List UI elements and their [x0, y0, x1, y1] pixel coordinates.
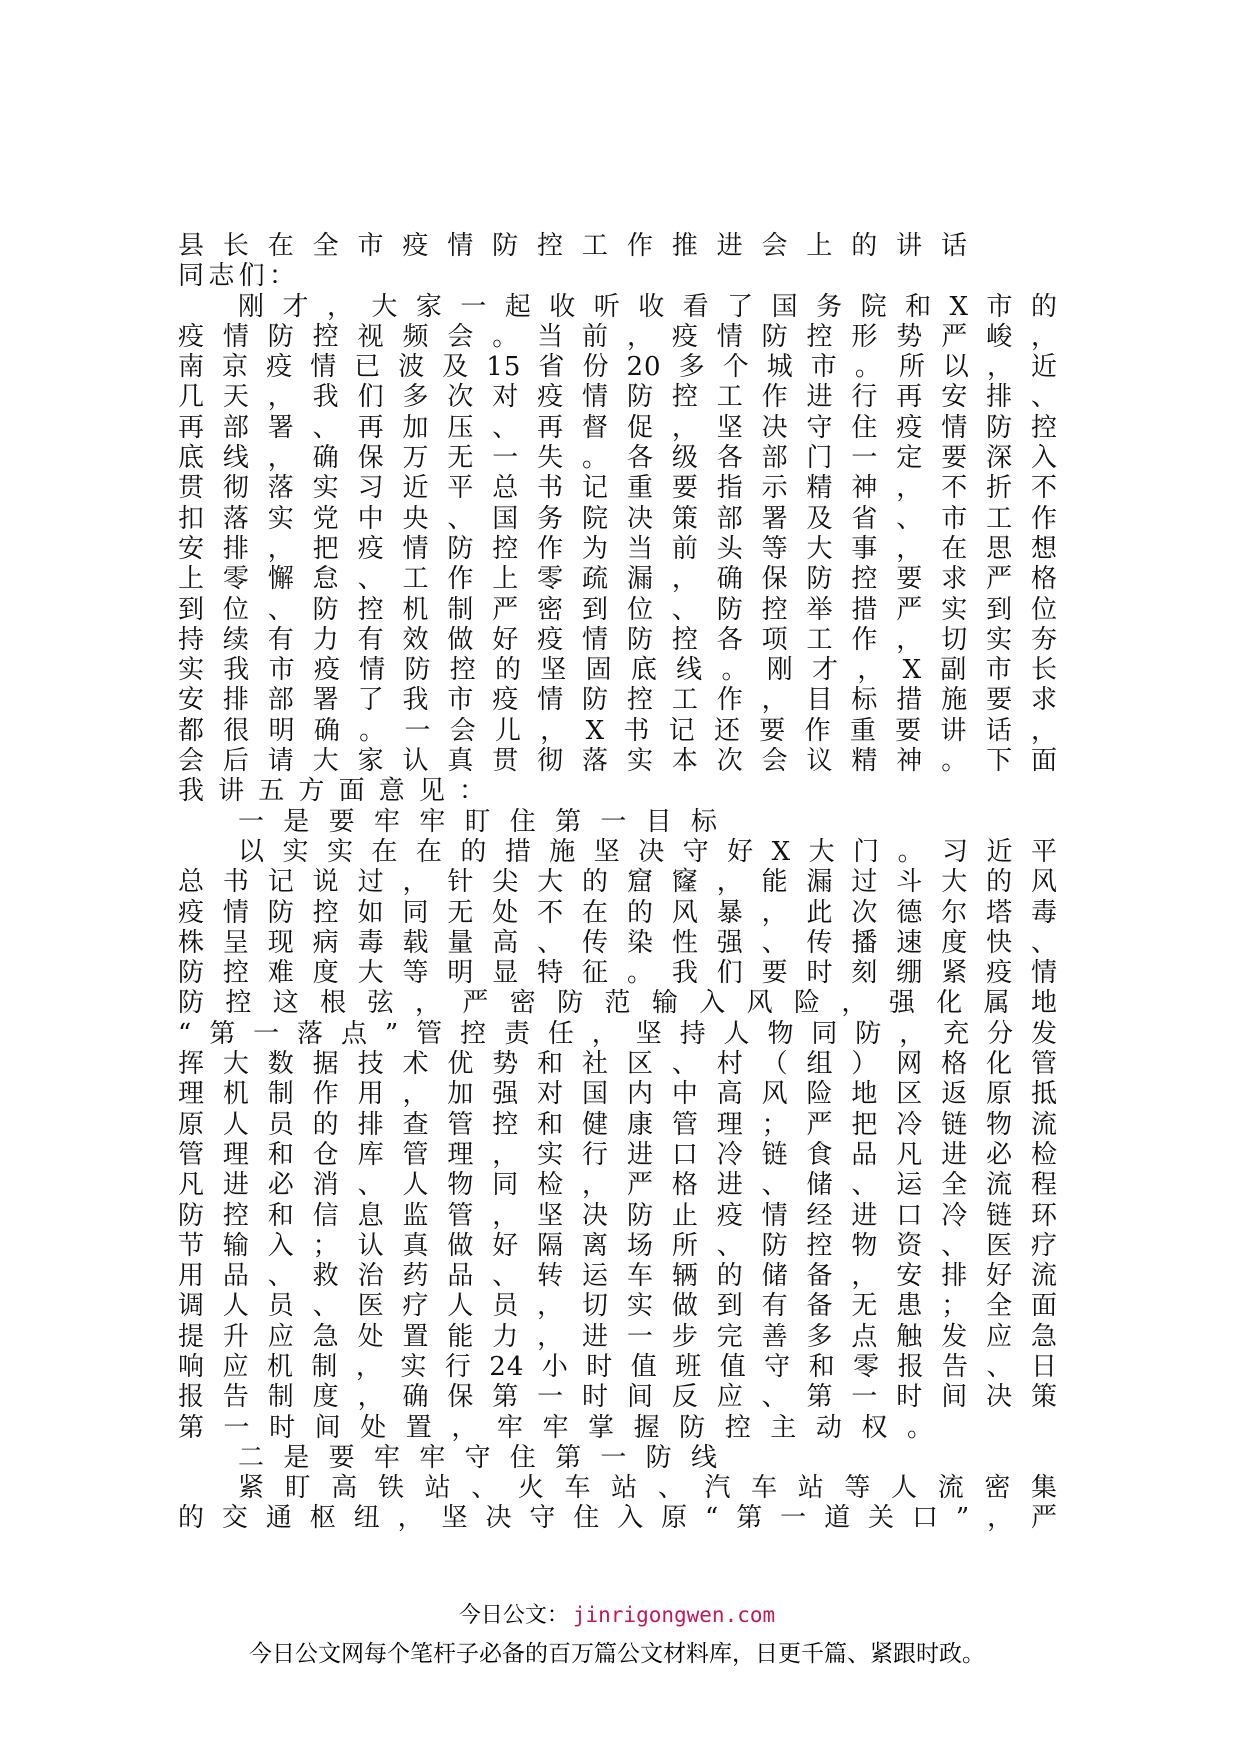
paragraph-line: 都很明确。一会儿，X书记还要作重要讲话，	[178, 715, 1058, 746]
paragraph-line: 防控难度大等明显特征。我们要时刻绷紧疫情	[178, 958, 1058, 989]
footer-site-link[interactable]: jinrigongwen.com	[572, 1603, 776, 1627]
paragraph-line: 理机制作用，加强对国内中高风险地区返原抵	[178, 1079, 1058, 1110]
paragraph-line: 到位、防控机制严密到位、防控举措严实到位	[178, 594, 1058, 625]
paragraph-line: 管理和仓库管理，实行进口冷链食品凡进必检	[178, 1139, 1058, 1170]
paragraph-line: 节输入；认真做好隔离场所、防控物资、医疗	[178, 1230, 1058, 1261]
paragraph-line: 上零懈怠、工作上零疏漏，确保防控要求严格	[178, 564, 1058, 595]
paragraph-line: 第一时间处置，牢牢掌握防控主动权。	[178, 1412, 934, 1443]
footer-slogan: 今日公文网每个笔杆子必备的百万篇公文材料库，日更千篇、紧跟时政。	[249, 1641, 985, 1667]
paragraph-line: 凡进必消、人物同检，严格进、储、运全流程	[178, 1170, 1058, 1201]
paragraph-line: 挥大数据技术优势和社区、村（组）网格化管	[178, 1049, 1058, 1080]
paragraph-line: 底线，确保万无一失。各级各部门一定要深入	[178, 443, 1058, 474]
paragraph-line: 我讲五方面意见：	[178, 776, 486, 807]
paragraph-line: 株呈现病毒载量高、传染性强、传播速度快、	[178, 927, 1058, 958]
paragraph-line: 响应机制，实行24小时值班值守和零报告、日	[178, 1351, 1058, 1382]
paragraph-section-1	[178, 837, 1058, 1443]
paragraph-line: 会后请大家认真贯彻落实本次会议精神。下面	[178, 746, 1058, 777]
paragraph-line: 刚才，大家一起收听收看了国务院和X市的	[238, 291, 1058, 322]
paragraph-section-2	[178, 1473, 1058, 1534]
paragraph-line: 紧盯高铁站、火车站、汽车站等人流密集	[238, 1473, 1058, 1504]
paragraph-line: “第一落点”管控责任，坚持人物同防，充分发	[178, 1018, 1058, 1049]
document-title: 县长在全市疫情防控工作推进会上的讲话	[178, 231, 968, 261]
paragraph-line: 报告制度，确保第一时间反应、第一时间决策	[178, 1382, 1058, 1413]
footer-site-line	[0, 1598, 1234, 1632]
paragraph-line: 实我市疫情防控的坚固底线。刚才，X副市长	[178, 655, 1058, 686]
paragraph-line: 疫情防控如同无处不在的风暴，此次德尔塔毒	[178, 897, 1058, 928]
paragraph-line: 的交通枢纽，坚决守住入原“第一道关口”，严	[178, 1503, 1058, 1534]
paragraph-line: 几天，我们多次对疫情防控工作进行再安排、	[178, 382, 1058, 413]
paragraph-line: 以实实在在的措施坚决守好X大门。习近平	[238, 836, 1058, 867]
document-body	[178, 231, 1058, 1534]
paragraph-line: 用品、救治药品、转运车辆的储备，安排好流	[178, 1261, 1058, 1292]
paragraph-line: 原人员的排查管控和健康管理；严把冷链物流	[178, 1109, 1058, 1140]
section-heading-2: 二是要牢牢守住第一防线	[238, 1442, 718, 1473]
section-heading-1: 一是要牢牢盯住第一目标	[238, 806, 718, 837]
footer	[0, 1598, 1234, 1672]
paragraph-line: 提升应急处置能力，进一步完善多点触发应急	[178, 1321, 1058, 1352]
paragraph-line: 疫情防控视频会。当前，疫情防控形势严峻，	[178, 321, 1058, 352]
paragraph-line: 安排，把疫情防控作为当前头等大事，在思想	[178, 533, 1058, 564]
paragraph-line: 总书记说过，针尖大的窟窿，能漏过斗大的风	[178, 867, 1058, 898]
paragraph-line: 再部署、再加压、再督促，坚决守住疫情防控	[178, 412, 1058, 443]
paragraph-line: 调人员、医疗人员，切实做到有备无患；全面	[178, 1291, 1058, 1322]
salutation: 同志们：	[178, 261, 296, 292]
paragraph-line: 贯彻落实习近平总书记重要指示精神，不折不	[178, 473, 1058, 504]
paragraph-line: 安排部署了我市疫情防控工作，目标措施要求	[178, 685, 1058, 716]
paragraph-line: 持续有力有效做好疫情防控各项工作，切实夯	[178, 624, 1058, 655]
footer-site-label: 今日公文：	[458, 1603, 569, 1628]
paragraph-opening	[178, 292, 1058, 807]
paragraph-line: 防控和信息监管，坚决防止疫情经进口冷链环	[178, 1200, 1058, 1231]
paragraph-line: 扣落实党中央、国务院决策部署及省、市工作	[178, 503, 1058, 534]
paragraph-line: 南京疫情已波及15省份20多个城市。所以，近	[178, 352, 1058, 383]
paragraph-line: 防控这根弦，严密防范输入风险，强化属地	[178, 988, 1058, 1019]
